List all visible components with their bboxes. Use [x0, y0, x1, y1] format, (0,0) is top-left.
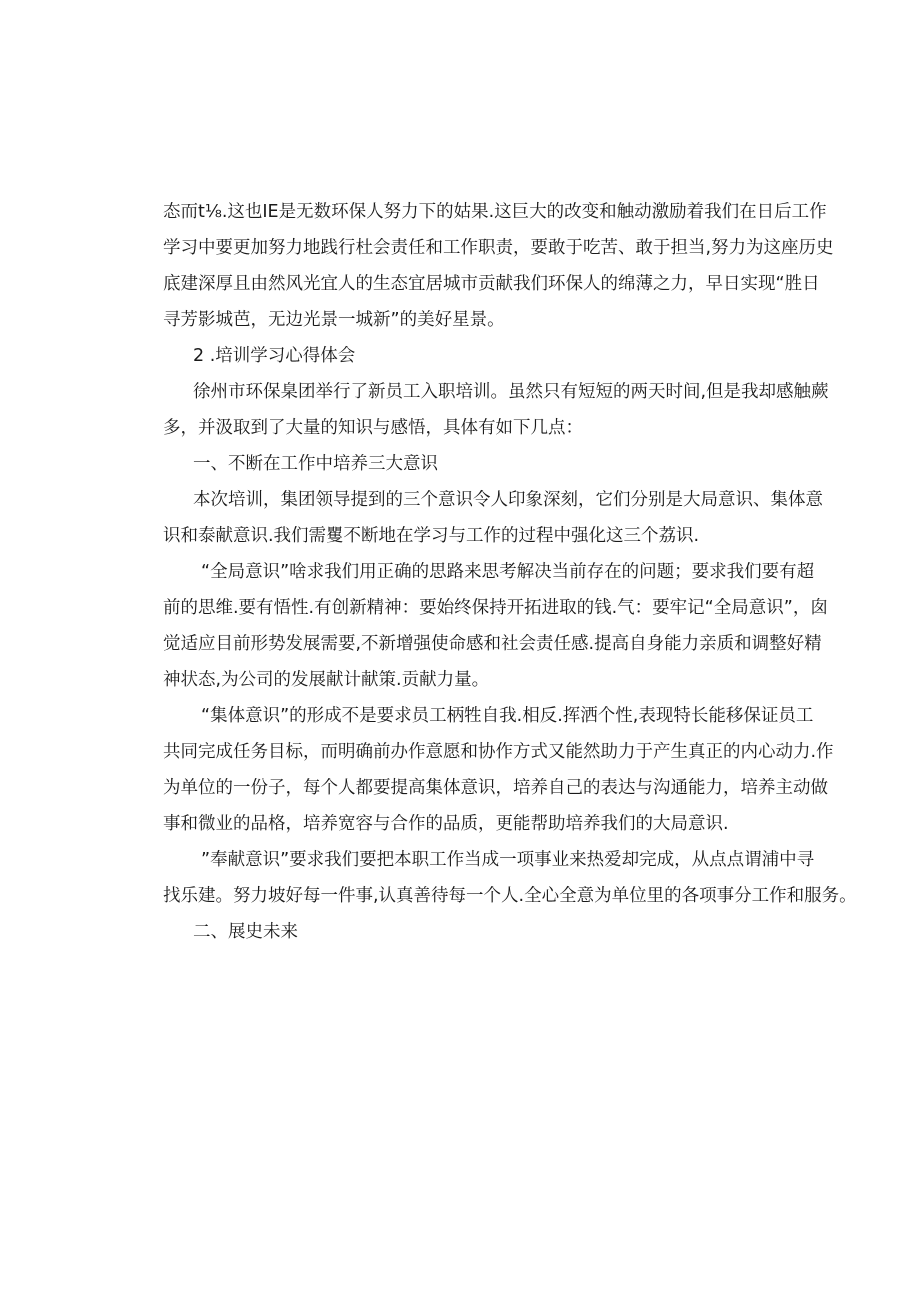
paragraph-line: 觉适应目前形势发展需要,不新增强使命感和社会责任感.提高自身能力亲质和调整好精: [163, 634, 822, 654]
section-heading: 一、不断在工作中培养三大意识: [193, 454, 438, 474]
paragraph-line: 神状态,为公司的发展献计献策.贡献力量。: [163, 670, 490, 690]
paragraph-line: 寻芳影城芭，无边光景一城新”的美好星景。: [163, 310, 505, 330]
paragraph-line: 事和微业的品格，培养宽容与合作的品质，更能帮助培养我们的大局意识.: [163, 814, 729, 834]
paragraph-line: 学习中要更加努力地践行杜会责任和工作职责，要敢于吃苦、敢于担当,努力为这座历史: [163, 238, 834, 258]
paragraph-line: 徐州市环保臬团举行了新员工入职培训。虽然只有短短的两天时间,但是我却感触蕨: [193, 382, 829, 402]
paragraph-line: 前的思维.要有悟性.有创新精神：要始终保持开拓进取的钱.气：要牢记“全局意识”，囱: [163, 598, 828, 618]
section-heading: 二、展史未来: [193, 922, 298, 942]
paragraph-line: 底建深厚且由然风光宜人的生态宜居城市贡献我们环保人的绵薄之力，早日实现“胜日: [163, 274, 820, 294]
paragraph-line: 本次培训，集团领导提到的三个意识令人印象深刻，它们分别是大局意识、集体意: [193, 490, 823, 510]
paragraph-line: 识和泰献意识.我们需矍不断地在学习与工作的过程中强化这三个荔识.: [163, 526, 700, 546]
paragraph-line: ”奉献意识”要求我们要把本职工作当成一项事业来热爱却完成，从点点谓浦中寻: [201, 850, 815, 870]
paragraph-line: 态而t⅛.这也IE是无数环保人努力下的姑果.这巨大的改变和触动激励着我们在日后工作: [163, 202, 827, 222]
paragraph-line: 多，并汲取到了大量的知识与感悟，具体有如下几点：: [163, 418, 583, 438]
section-heading: 2 .培训学习心得体会: [193, 346, 356, 366]
paragraph-line: 找乐建。努力坡好每一件事,认真善待每一个人.全心全意为单位里的各项事分工作和服务。: [163, 886, 857, 906]
paragraph-line: 共同完成任务目标，而明确前办作意愿和协作方式又能然助力于产生真正的内心动力.作: [163, 742, 834, 762]
paragraph-line: 为单位的一份子，每个人都要提高集体意识，培养自己的表达与沟通能力，培养主动做: [163, 778, 828, 798]
document-body: [163, 194, 857, 950]
paragraph-line: “集体意识”的形成不是要求员工柄牲自我.相反.挥洒个性,表现特长能移保证员工: [201, 706, 814, 726]
paragraph-line: “全局意识”啥求我们用正确的思路来思考解决当前存在的问题；要求我们要有超: [201, 562, 815, 582]
